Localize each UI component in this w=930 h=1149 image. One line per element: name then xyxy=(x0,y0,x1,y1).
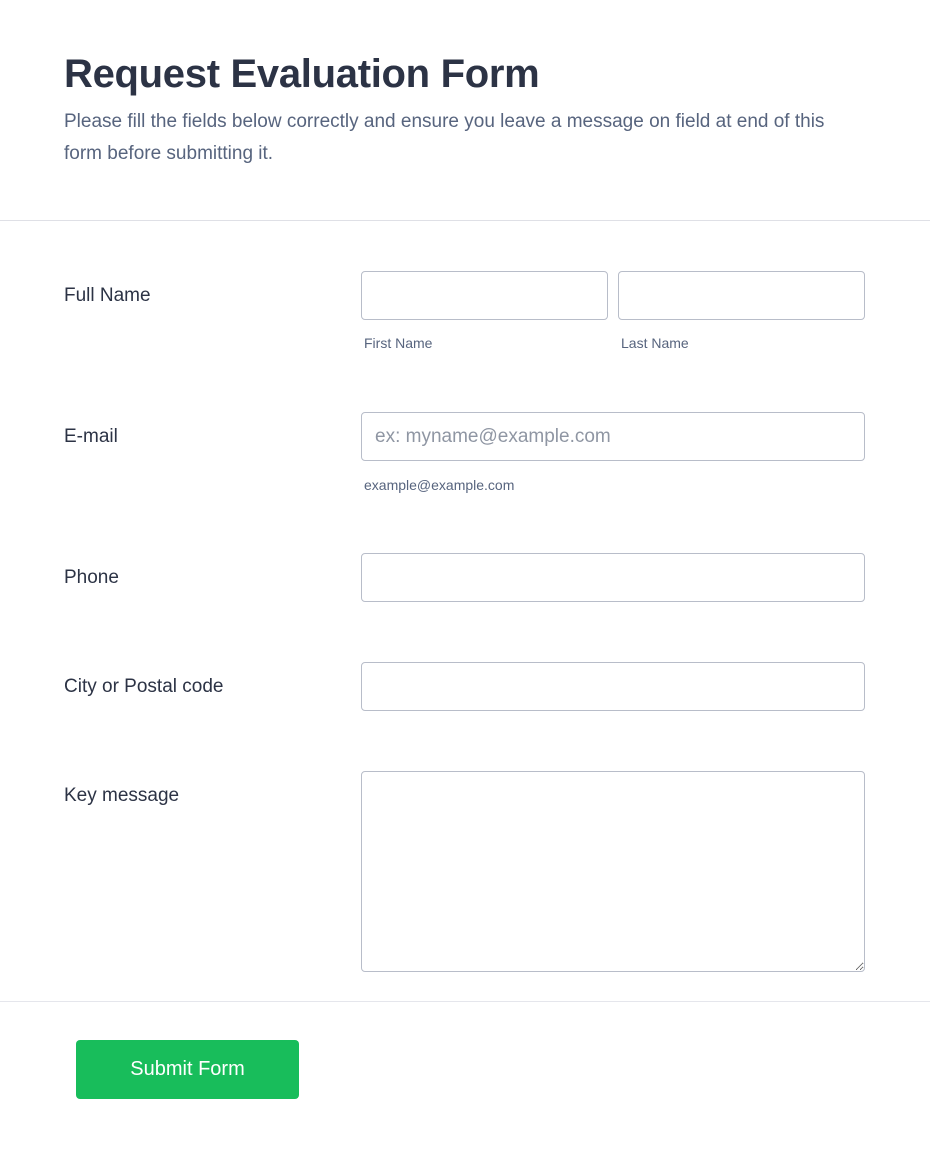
email-input[interactable] xyxy=(361,412,865,461)
phone-input[interactable] xyxy=(361,553,865,602)
key-message-label: Key message xyxy=(64,785,180,806)
first-name-input[interactable] xyxy=(361,271,608,320)
city-label: City or Postal code xyxy=(64,676,224,697)
submit-form-button[interactable]: Submit Form xyxy=(76,1040,299,1099)
last-name-sublabel: Last Name xyxy=(621,335,689,351)
city-postal-input[interactable] xyxy=(361,662,865,711)
form-header xyxy=(0,0,930,221)
first-name-sublabel: First Name xyxy=(364,335,433,351)
email-sublabel: example@example.com xyxy=(364,477,515,493)
footer-divider xyxy=(0,1001,930,1002)
last-name-input[interactable] xyxy=(618,271,865,320)
phone-label: Phone xyxy=(64,567,119,588)
email-label: E-mail xyxy=(64,426,118,447)
full-name-label: Full Name xyxy=(64,285,151,306)
page-subtitle: Please fill the fields below correctly and ensure you leave a message on field at end of this form before submitting it. xyxy=(64,111,825,164)
page-title: Request Evaluation Form xyxy=(64,52,540,96)
key-message-textarea[interactable] xyxy=(361,771,865,972)
